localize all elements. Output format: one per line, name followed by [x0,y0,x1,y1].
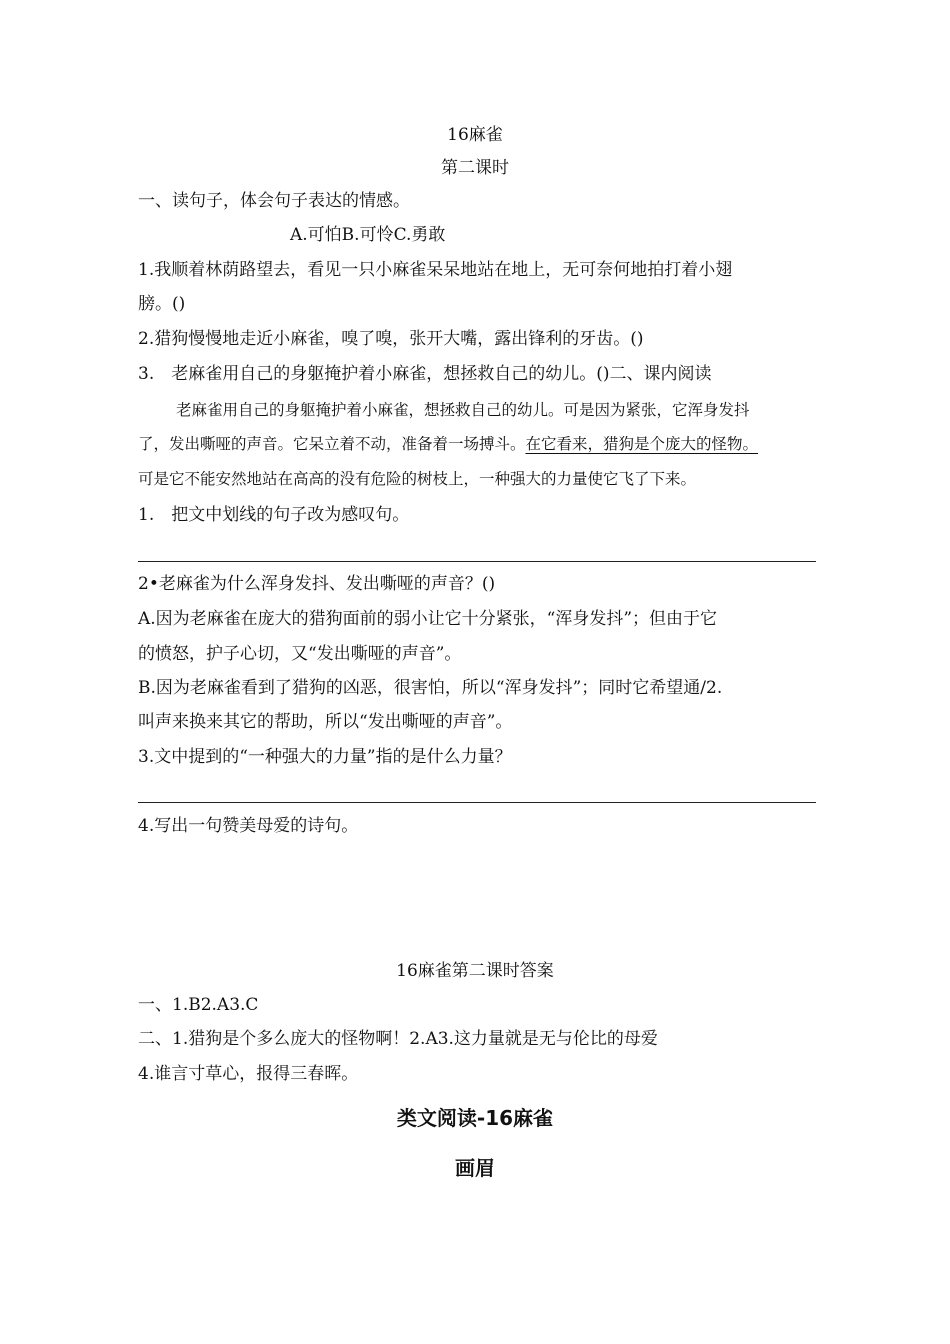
passage-line3: 可是它不能安然地站在高高的没有危险的树枝上，一种强大的力量使它飞了下来。 [138,470,697,488]
related-reading-subheading: 画眉 [455,1156,495,1180]
answers-line2: 二、1.猎狗是个多么庞大的怪物啊！2.A3.这力量就是无与伦比的母爱 [138,1029,658,1049]
related-reading-heading: 类文阅读-16麻雀 [396,1106,554,1130]
option-b-line2: 叫声来换来其它的帮助，所以“发出嘶哑的声音”。 [138,712,513,732]
reading-question-1: 1. 把文中划线的句子改为感叹句。 [138,505,410,525]
option-a-line2: 的愤怒，护子心切，又“发出嘶哑的声音”。 [138,644,462,664]
question-1-line2: 膀。() [138,294,186,314]
section1-heading: 一、读句子，体会句子表达的情感。 [138,191,410,211]
reading-question-3: 3.文中提到的“一种强大的力量”指的是什么力量？ [138,747,512,767]
answer-line-1 [138,561,816,562]
answer-line-2 [138,802,816,803]
reading-question-2: 2•老麻雀为什么浑身发抖、发出嘶哑的声音？() [138,574,496,594]
answer-options: A.可怕B.可怜C.勇敢 [290,225,446,245]
answers-line1: 一、1.B2.A3.C [138,995,259,1015]
passage-line2-text: 了，发出嘶哑的声音。它呆立着不动，准备着一场搏斗。 [138,435,526,453]
passage-line2 [138,437,758,453]
option-a-line1: A.因为老麻雀在庞大的猎狗面前的弱小让它十分紧张，“浑身发抖”；但由于它 [138,609,718,629]
lesson-subtitle: 第二课时 [441,158,509,178]
reading-question-4: 4.写出一句赞美母爱的诗句。 [138,816,359,836]
question-2: 2.猎狗慢慢地走近小麻雀，嗅了嗅，张开大嘴，露出锋利的牙齿。() [138,329,644,349]
question-1-line1: 1.我顺着林荫路望去，看见一只小麻雀呆呆地站在地上，无可奈何地拍打着小翅 [138,260,733,280]
underlined-sentence: 在它看来，猎狗是个庞大的怪物。 [525,435,759,453]
page-title: 16麻雀 [447,125,503,145]
question-3: 3. 老麻雀用自己的身躯掩护着小麻雀，想拯救自己的幼儿。()二、课内阅读 [138,364,712,384]
option-b-line1: B.因为老麻雀看到了猎狗的凶恶，很害怕，所以“浑身发抖”；同时它希望通/2. [138,678,723,698]
answers-line3: 4.谁言寸草心，报得三春晖。 [138,1064,359,1084]
answers-title: 16麻雀第二课时答案 [396,961,554,981]
passage-line1: 老麻雀用自己的身躯掩护着小麻雀，想拯救自己的幼儿。可是因为紧张，它浑身发抖 [176,401,750,419]
